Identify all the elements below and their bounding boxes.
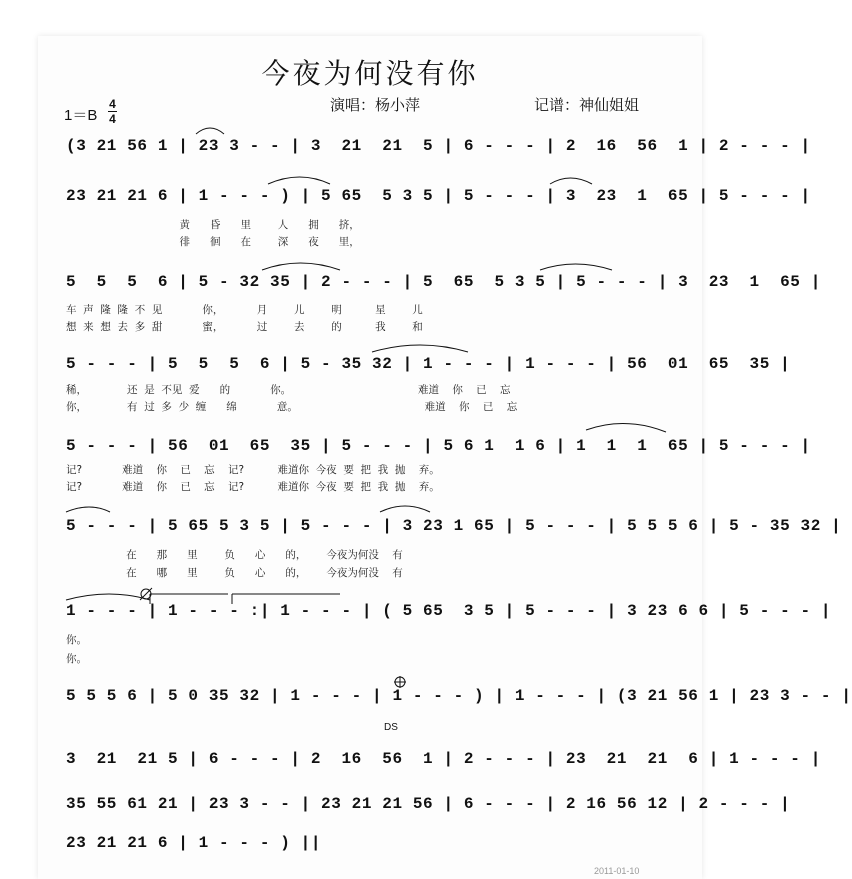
notation-row-4: 5 - - - | 5 5 5 6 | 5 - 35 32 | 1 - - - | 1 - - - | 56 01 65 35 | xyxy=(66,355,791,373)
lyric-line-3a: 车 声 隆 隆 不 见 你， 月 儿 明 星 儿 xyxy=(66,304,423,316)
lyric-line-7b: 你。 xyxy=(66,653,87,665)
notation-row-6: 5 - - - | 5 65 5 3 5 | 5 - - - | 3 23 1 65 | 5 - - - | 5 5 5 6 | 5 - 35 32 | xyxy=(66,517,842,535)
lyric-line-7a: 你。 xyxy=(66,634,87,646)
lyric-line-5b: 记? 难道 你 已 忘 记? 难道你 今夜 要 把 我 抛 弃。 xyxy=(66,481,440,493)
notation-row-5: 5 - - - | 56 01 65 35 | 5 - - - | 5 6 1 1 6 | 1 1 1 65 | 5 - - - | xyxy=(66,437,811,455)
lyric-line-5a: 记? 难道 你 已 忘 记? 难道你 今夜 要 把 我 抛 弃。 xyxy=(66,464,440,476)
notation-row-1: (3 21 56 1 | 23 3 - - | 3 21 21 5 | 6 - - - | 2 16 56 1 | 2 - - - | xyxy=(66,137,811,155)
notation-row-9: 3 21 21 5 | 6 - - - | 2 16 56 1 | 2 - - - | 23 21 21 6 | 1 - - - | xyxy=(66,750,821,768)
lyric-line-4a: 稀， 还 是 不见 爱 的 你。 难道 你 已 忘 xyxy=(66,384,511,396)
notation-row-8: 5 5 5 6 | 5 0 35 32 | 1 - - - | 1 - - - ) | 1 - - - | (3 21 56 1 | 23 3 - - | xyxy=(66,687,852,705)
ds-mark: DS xyxy=(384,722,398,733)
lyric-line-4b: 你， 有 过 多 少 缠 绵 意。 难道 你 已 忘 xyxy=(66,401,518,413)
notation-row-10: 35 55 61 21 | 23 3 - - | 23 21 21 56 | 6 - - - | 2 16 56 12 | 2 - - - | xyxy=(66,795,791,813)
singer-credit: 演唱：杨小萍 xyxy=(330,96,421,114)
lyric-line-6a: 在 那 里 负 心 的， 今夜为何没 有 xyxy=(66,549,403,561)
score-title: 今夜为何没有你 xyxy=(261,57,479,90)
lyric-line-2a: 黄 昏 里 人 拥 挤， xyxy=(66,219,360,231)
time-signature-top: 4 xyxy=(109,97,116,111)
notation-row-3: 5 5 5 6 | 5 - 32 35 | 2 - - - | 5 65 5 3 5 | 5 - - - | 3 23 1 65 | xyxy=(66,273,821,291)
time-signature xyxy=(108,98,117,125)
score-date: 2011-01-10 xyxy=(594,866,640,876)
notation-row-7: 1 - - - | 1 - - - :| 1 - - - | ( 5 65 3 5 | 5 - - - | 3 23 6 6 | 5 - - - | xyxy=(66,602,832,620)
lyric-line-3b: 想 来 想 去 多 甜 蜜， 过 去 的 我 和 xyxy=(66,321,423,333)
time-signature-bottom: 4 xyxy=(109,112,116,126)
lyric-line-2b: 徘 徊 在 深 夜 里， xyxy=(66,236,360,248)
key-signature: 1＝B xyxy=(64,107,98,124)
notation-row-11: 23 21 21 6 | 1 - - - ) || xyxy=(66,834,322,852)
lyric-line-6b: 在 哪 里 负 心 的， 今夜为何没 有 xyxy=(66,567,403,579)
notation-row-2: 23 21 21 6 | 1 - - - ) | 5 65 5 3 5 | 5 - - - | 3 23 1 65 | 5 - - - | xyxy=(66,187,811,205)
transcriber-credit: 记谱：神仙姐姐 xyxy=(534,96,640,114)
